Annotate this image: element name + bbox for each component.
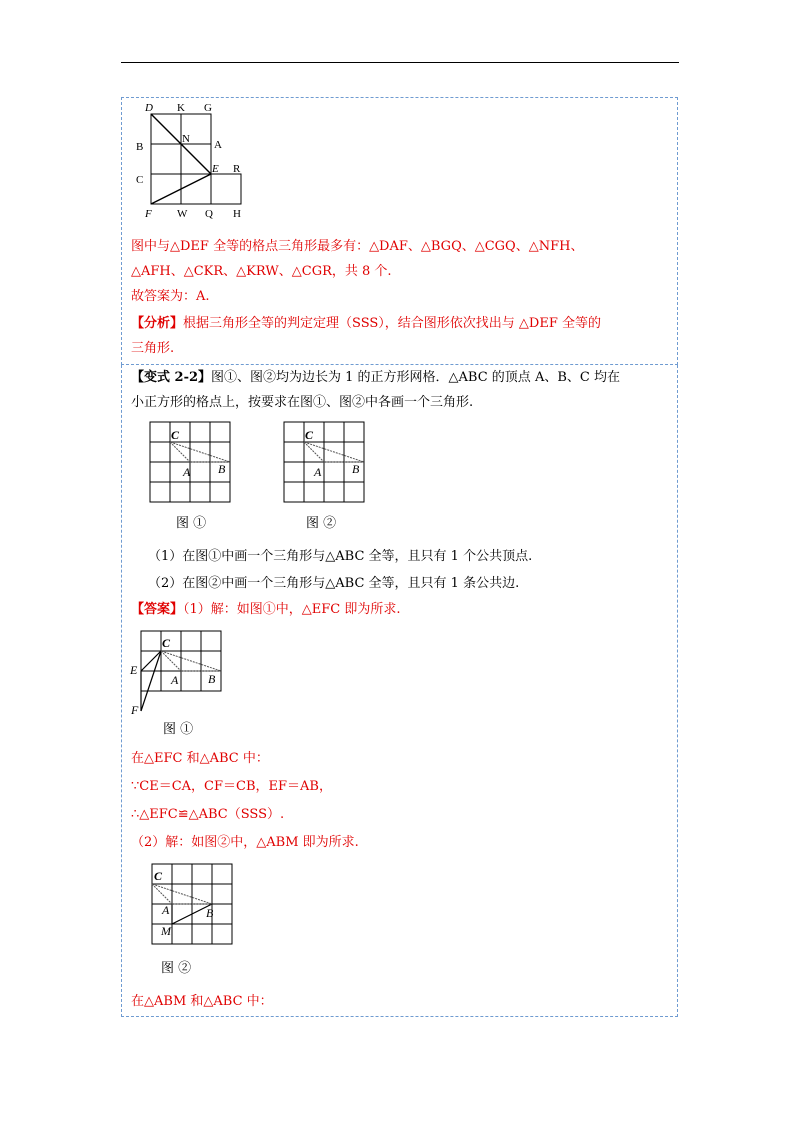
ans2-m: M xyxy=(161,924,171,938)
grid-figure-1 xyxy=(148,420,233,505)
label-b: B xyxy=(136,141,144,153)
question-2: （2）在图②中画一个三角形与△ABC 全等，且只有 1 条公共边. xyxy=(148,576,520,591)
caption-fig1: 图 ① xyxy=(176,516,207,531)
label-e: E xyxy=(212,163,219,175)
step-1: 在△EFC 和△ABC 中： xyxy=(131,751,269,766)
variant-intro-1: 图①、图②均为边长为 1 的正方形网格．△ABC 的顶点 A、B、C 均在 xyxy=(211,370,620,385)
step-2: ∵CE＝CA，CF＝CB，EF＝AB， xyxy=(131,779,332,794)
header-rule xyxy=(121,62,679,63)
grid1-a: A xyxy=(183,465,191,479)
ans1-c: C xyxy=(162,636,171,650)
grid1-b: B xyxy=(218,462,226,476)
analysis-tag: 【分析】 xyxy=(131,316,184,331)
ans2-c: C xyxy=(154,869,163,883)
label-g: G xyxy=(204,102,212,114)
ans1-b: B xyxy=(208,672,216,686)
step-4: 在△ABM 和△ABC 中： xyxy=(131,994,273,1009)
label-r: R xyxy=(233,163,241,175)
ans1-a: A xyxy=(171,673,179,687)
label-w: W xyxy=(177,208,188,220)
label-f: F xyxy=(145,208,152,220)
answer-grid-1 xyxy=(128,628,228,716)
grid-figure-def xyxy=(130,98,260,223)
label-h: H xyxy=(233,208,241,220)
result-line-1: 图中与△DEF 全等的格点三角形最多有：△DAF、△BGQ、△CGQ、△NFH、 xyxy=(131,239,584,254)
answer-2: （2）解：如图②中，△ABM 即为所求. xyxy=(131,835,359,850)
label-q: Q xyxy=(205,208,213,220)
variant-intro-2: 小正方形的格点上，按要求在图①、图②中各画一个三角形. xyxy=(131,395,474,410)
caption-fig3: 图 ① xyxy=(163,722,194,737)
answer-1: （1）解：如图①中，△EFC 即为所求. xyxy=(183,602,401,617)
analysis-text-2: 三角形. xyxy=(131,341,175,356)
step-3: ∴△EFC≌△ABC（SSS）. xyxy=(131,807,285,822)
label-n: N xyxy=(182,133,190,145)
answer-tag: 【答案】 xyxy=(131,602,184,617)
answer-line: 故答案为：A. xyxy=(131,289,210,304)
grid1-c: C xyxy=(171,428,180,442)
label-k: K xyxy=(177,102,185,114)
ans2-b: B xyxy=(206,906,214,920)
result-line-2: △AFH、△CKR、△KRW、△CGR，共 8 个. xyxy=(131,264,392,279)
grid2-b: B xyxy=(352,462,360,476)
label-c: C xyxy=(136,174,144,186)
caption-fig2: 图 ② xyxy=(306,516,337,531)
ans2-a: A xyxy=(162,903,170,917)
question-1: （1）在图①中画一个三角形与△ABC 全等，且只有 1 个公共顶点. xyxy=(148,549,533,564)
grid2-c: C xyxy=(305,428,314,442)
label-d: D xyxy=(145,102,153,114)
ans1-e: E xyxy=(130,663,138,677)
label-a: A xyxy=(214,139,222,151)
grid-figure-2 xyxy=(282,420,367,505)
answer-grid-2 xyxy=(150,862,235,947)
caption-fig4: 图 ② xyxy=(161,961,192,976)
variant-tag: 【变式 2-2】 xyxy=(131,370,212,385)
ans1-f: F xyxy=(131,703,139,716)
grid2-a: A xyxy=(314,465,322,479)
analysis-text: 根据三角形全等的判定定理（SSS），结合图形依次找出与 △DEF 全等的 xyxy=(183,316,601,331)
